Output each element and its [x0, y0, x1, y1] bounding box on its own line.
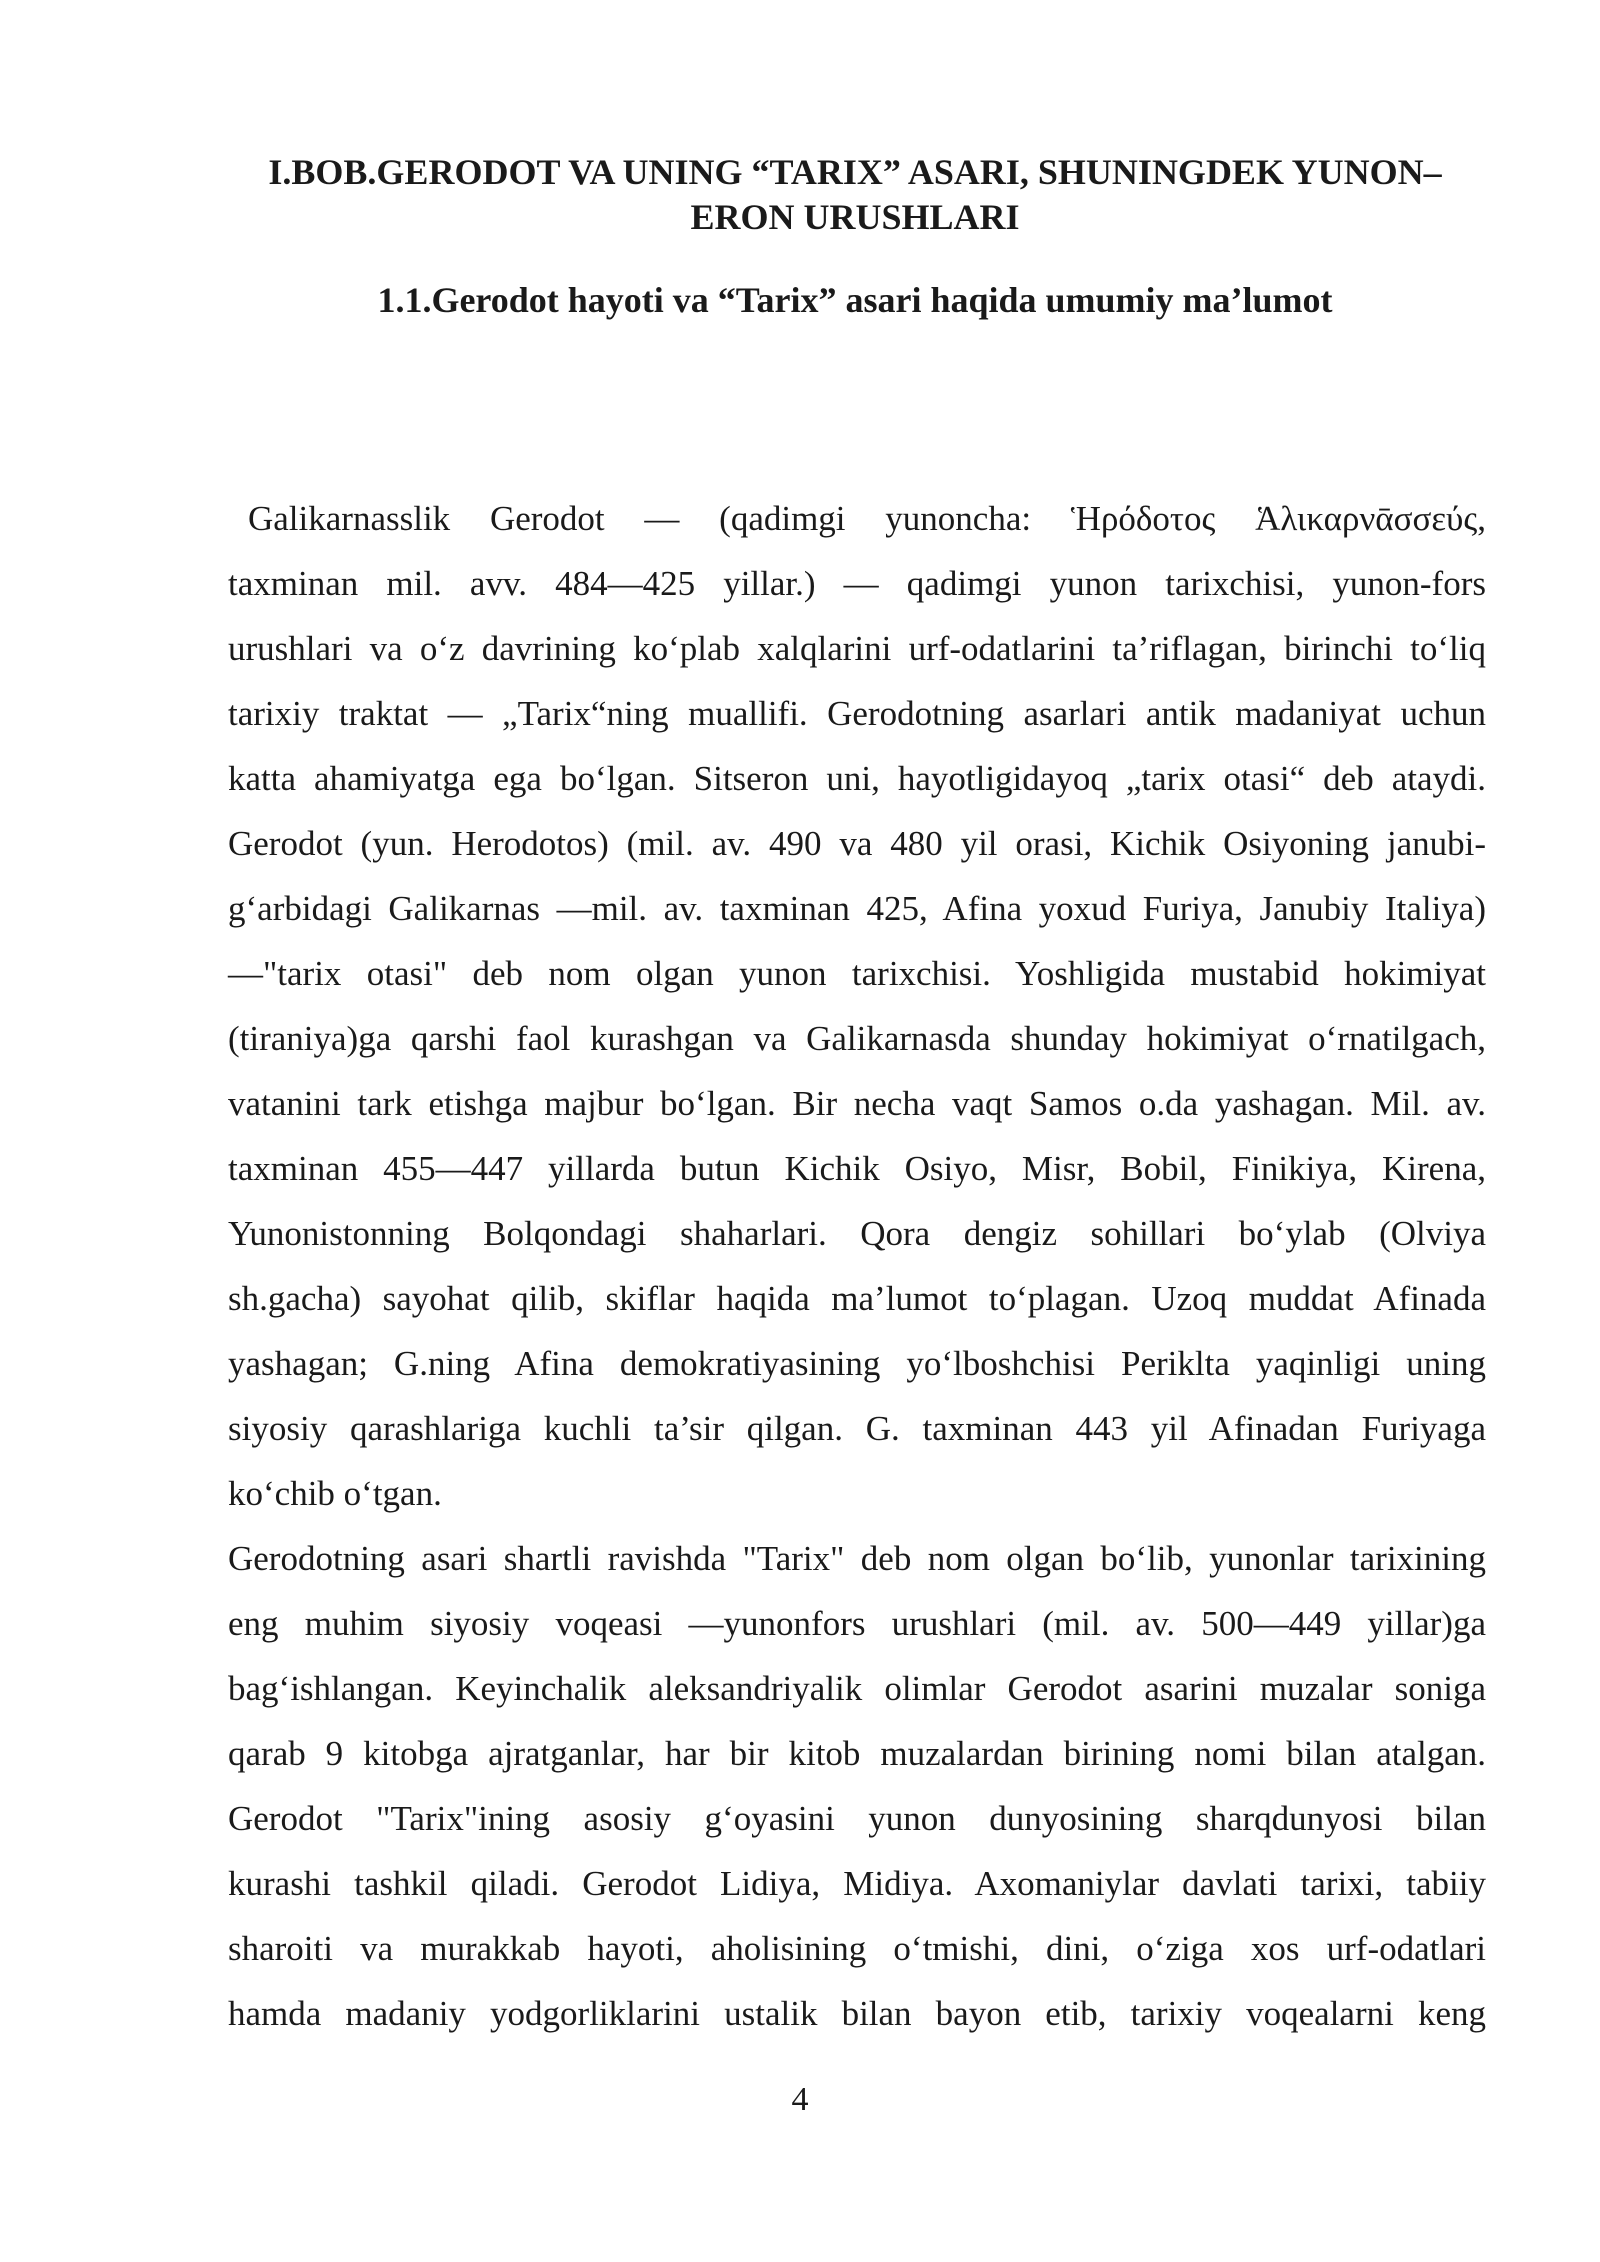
- chapter-title-line: I.BOB.GERODOT VA UNING “TARIX” ASARI, SHUNINGDEK YUNON–: [268, 152, 1442, 192]
- text-line: bagʻishlangan. Keyinchalik aleksandriyalik olimlar Gerodot asarini muzalar soniga: [228, 1669, 1486, 1708]
- text-line: siyosiy qarashlariga kuchli ta’sir qilgan. G. taxminan 443 yil Afinadan Furiyaga: [228, 1409, 1486, 1448]
- text-line: gʻarbidagi Galikarnas —mil. av. taxminan 425, Afina yoxud Furiya, Janubiy Italiya): [228, 889, 1486, 928]
- page-number: 4: [791, 2081, 809, 2118]
- text-line: eng muhim siyosiy voqeasi —yunonfors urushlari (mil. av. 500—449 yillar)ga: [228, 1604, 1486, 1643]
- text-line: vatanini tark etishga majbur boʻlgan. Bir necha vaqt Samos o.da yashagan. Mil. av.: [228, 1084, 1486, 1123]
- text-line: urushlari va oʻz davrining koʻplab xalqlarini urf-odatlarini ta’riflagan, birinchi toʻliq: [228, 629, 1486, 668]
- text-line: yashagan; G.ning Afina demokratiyasining yoʻlboshchisi Periklta yaqinligi uning: [228, 1344, 1486, 1383]
- text-line: Gerodot (yun. Herodotos) (mil. av. 490 va 480 yil orasi, Kichik Osiyoning janubi-: [228, 824, 1486, 863]
- text-line: qarab 9 kitobga ajratganlar, har bir kitob muzalardan birining nomi bilan atalgan.: [228, 1734, 1486, 1773]
- text-line: —"tarix otasi" deb nom olgan yunon tarixchisi. Yoshligida mustabid hokimiyat: [228, 954, 1486, 993]
- text-line: taxminan 455—447 yillarda butun Kichik Osiyo, Misr, Bobil, Finikiya, Kirena,: [228, 1149, 1486, 1188]
- text-line: koʻchib oʻtgan.: [228, 1474, 442, 1513]
- text-line: tarixiy traktat — „Tarix“ning muallifi. Gerodotning asarlari antik madaniyat uchun: [228, 694, 1486, 733]
- text-line: Gerodot "Tarix"ining asosiy gʻoyasini yunon dunyosining sharqdunyosi bilan: [228, 1799, 1486, 1838]
- text-line: Galikarnasslik Gerodot — (qadimgi yunoncha: Ἡρόδοτος Ἁλικαρνᾱσσεύς,: [248, 499, 1486, 538]
- paragraph-1: [228, 486, 1486, 1526]
- text-line: taxminan mil. avv. 484—425 yillar.) — qadimgi yunon tarixchisi, yunon-fors: [228, 564, 1486, 603]
- body-text: [228, 486, 1486, 2046]
- text-line: katta ahamiyatga ega boʻlgan. Sitseron uni, hayotligidayoq „tarix otasi“ deb ataydi.: [228, 759, 1486, 798]
- text-line: kurashi tashkil qiladi. Gerodot Lidiya, Midiya. Axomaniylar davlati tarixi, tabiiy: [228, 1864, 1486, 1903]
- text-line: Gerodotning asari shartli ravishda "Tarix" deb nom olgan boʻlib, yunonlar tarixining: [228, 1539, 1486, 1578]
- text-line: (tiraniya)ga qarshi faol kurashgan va Galikarnasda shunday hokimiyat oʻrnatilgach,: [228, 1019, 1486, 1058]
- text-line: sh.gacha) sayohat qilib, skiflar haqida ma’lumot toʻplagan. Uzoq muddat Afinada: [228, 1279, 1486, 1318]
- text-line: sharoiti va murakkab hayoti, aholisining oʻtmishi, dini, oʻziga xos urf-odatlari: [228, 1929, 1486, 1968]
- text-line: Yunonistonning Bolqondagi shaharlari. Qora dengiz sohillari boʻylab (Olviya: [228, 1214, 1486, 1253]
- section-title: 1.1.Gerodot hayoti va “Tarix” asari haqida umumiy ma’lumot: [377, 280, 1333, 320]
- chapter-title-line: ERON URUSHLARI: [690, 197, 1020, 237]
- paragraph-2: [228, 1526, 1486, 2046]
- chapter-title: [200, 150, 1510, 240]
- text-line: hamda madaniy yodgorliklarini ustalik bilan bayon etib, tarixiy voqealarni keng: [228, 1994, 1486, 2033]
